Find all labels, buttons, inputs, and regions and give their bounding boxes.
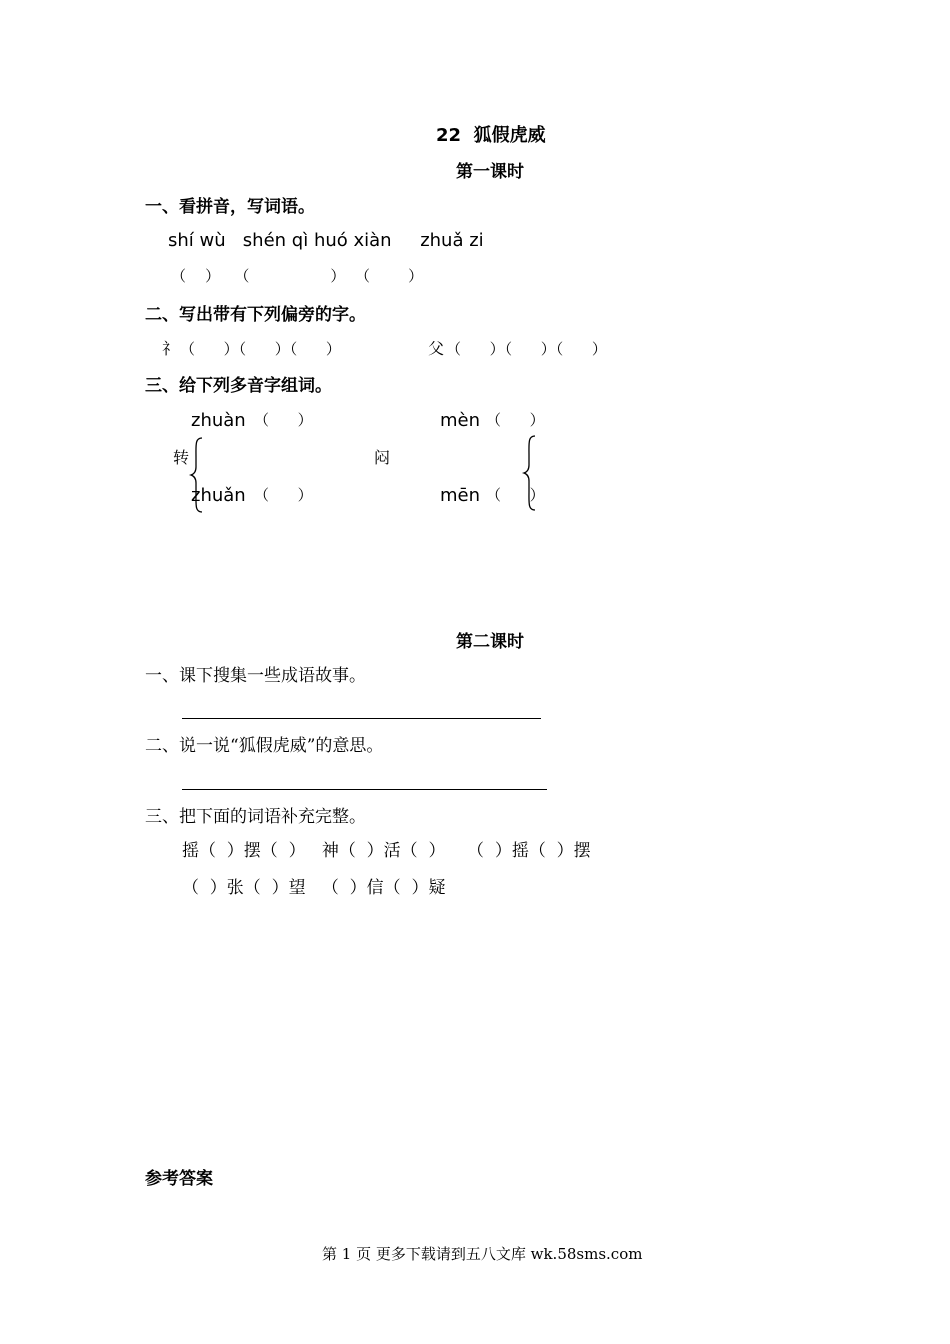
char2-blank-bottom: （ ） [486,486,545,504]
lesson1-q1-pinyin: shí wù shén qì huó xiàn zhuǎ zi [168,230,484,251]
radical-shi-icon: 礻 [162,339,179,358]
radical-fu-icon: 父 [428,339,445,358]
lesson1-q2-label: 二、写出带有下列偏旁的字。 [145,305,366,325]
lesson1-q1-blanks: （ ） （ ） （ ） [171,267,424,285]
lesson2-heading: 第二课时 [456,632,524,652]
polyphone-char1: 转 [173,448,190,467]
answer-line-1[interactable] [182,718,541,719]
radical1-blanks: （ ）（ ）（ ） [180,340,341,358]
lesson1-q3-label: 三、给下列多音字组词。 [145,376,332,396]
char1-blank-bottom: （ ） [254,486,313,504]
page-footer: 第 1 页 更多下载请到五八文库 wk.58sms.com [322,1245,643,1263]
lesson2-q1-label: 一、课下搜集一些成语故事。 [145,666,366,686]
lesson2-q2-label: 二、说一说“狐假虎威”的意思。 [145,736,384,756]
char2-reading-top: mèn [440,410,481,431]
lesson1-q1-label: 一、看拼音，写词语。 [145,197,315,217]
polyphone-char2: 闷 [374,448,391,467]
lesson2-q3-label: 三、把下面的词语补充完整。 [145,807,366,827]
char1-reading-top: zhuàn [191,410,246,431]
page-title: 22 狐假虎威 [436,125,546,146]
char2-reading-bottom: mēn [440,485,481,506]
answers-heading: 参考答案 [145,1169,213,1189]
idiom-row-2: （ ）张（ ）望 （ ）信（ ）疑 [182,878,446,898]
radical2-blanks: （ ）（ ）（ ） [446,340,607,358]
char1-blank-top: （ ） [254,411,313,429]
answer-line-2[interactable] [182,789,547,790]
idiom-row-1: 摇（ ）摆（ ） 神（ ）活（ ） （ ）摇（ ）摆 [182,841,591,861]
char1-reading-bottom: zhuǎn [191,485,246,506]
lesson1-heading: 第一课时 [456,162,524,182]
char2-blank-top: （ ） [486,411,545,429]
